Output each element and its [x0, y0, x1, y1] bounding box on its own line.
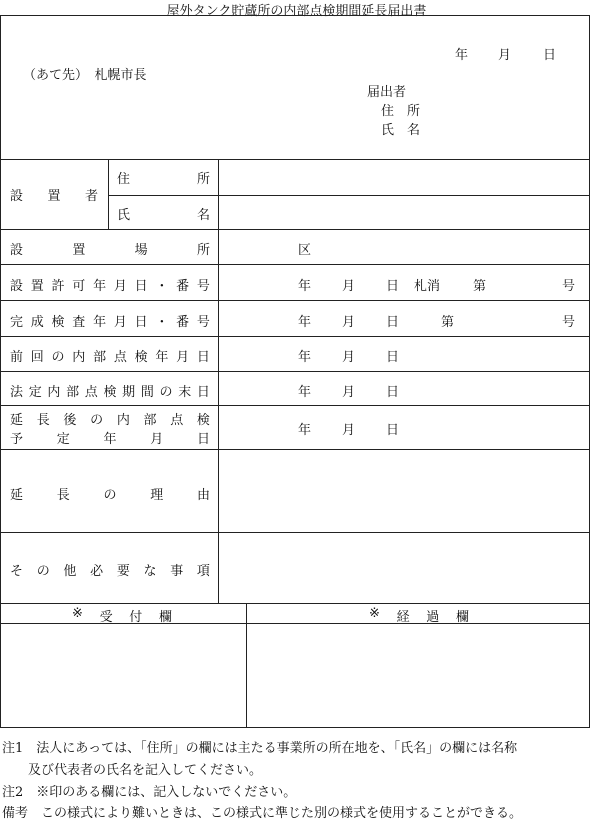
legal-end-label-1: 法	[10, 385, 24, 400]
note-1b: 及び代表者の氏名を記入してください。	[2, 763, 263, 778]
extended-day: 日	[386, 423, 400, 438]
permit-label-7: 日	[134, 279, 148, 294]
completion-label-7: 日	[134, 315, 148, 330]
previous-label-5: 部	[93, 350, 107, 365]
permit-dai: 第	[473, 279, 487, 294]
completion-dai: 第	[441, 315, 455, 330]
installer-address-1: 住	[117, 172, 131, 187]
extended-label2-5: 日	[196, 432, 210, 447]
permit-label-8: ・	[155, 279, 169, 294]
legal-end-label-4: 部	[66, 385, 80, 400]
extended-label-4: の	[90, 413, 104, 428]
location-label-2: 置	[72, 243, 86, 258]
notifier-label: 届出者	[367, 85, 407, 100]
installer-label-2: 置	[47, 189, 61, 204]
previous-label-6: 点	[113, 350, 127, 365]
legal-end-year: 年	[298, 385, 312, 400]
location-ward: 区	[298, 243, 312, 258]
permit-go: 号	[562, 279, 576, 294]
permit-year: 年	[298, 279, 312, 294]
reason-label-3: の	[103, 488, 117, 503]
other-label-6: な	[143, 564, 157, 579]
previous-label-10: 日	[196, 350, 210, 365]
legal-end-label-5: 点	[84, 385, 98, 400]
reception-label-2: 受	[99, 610, 113, 625]
permit-label-9: 番	[176, 279, 190, 294]
location-label-1: 設	[10, 243, 24, 258]
location-label-4: 所	[196, 243, 210, 258]
extended-year: 年	[298, 423, 312, 438]
completion-label-8: ・	[155, 315, 169, 330]
previous-label-9: 月	[176, 350, 190, 365]
installer-name-1: 氏	[117, 208, 131, 223]
previous-label-7: 検	[134, 350, 148, 365]
legal-end-label-8: 間	[140, 385, 154, 400]
completion-label-2: 成	[30, 315, 44, 330]
remark: 備考 この様式により難いときは、この様式に準じた別の様式を使用することができる。	[2, 806, 523, 821]
installer-address-field[interactable]	[219, 160, 589, 194]
completion-month: 月	[342, 315, 356, 330]
progress-label-1: ※	[369, 606, 380, 621]
extended-label-7: 点	[170, 413, 184, 428]
completion-day: 日	[386, 315, 400, 330]
legal-end-label-7: 期	[122, 385, 136, 400]
legal-end-day: 日	[386, 385, 400, 400]
other-label-7: 事	[170, 564, 184, 579]
completion-year: 年	[298, 315, 312, 330]
notifier-address-label: 住 所	[381, 104, 421, 119]
completion-go: 号	[562, 315, 576, 330]
legal-end-label-11: 日	[196, 385, 210, 400]
reason-field[interactable]	[219, 450, 589, 531]
installer-label-1: 設	[10, 189, 24, 204]
previous-month: 月	[342, 350, 356, 365]
extended-month: 月	[342, 423, 356, 438]
permit-day: 日	[386, 279, 400, 294]
location-field[interactable]	[219, 230, 589, 263]
reception-label-1: ※	[72, 606, 83, 621]
extended-label-5: 内	[116, 413, 130, 428]
legal-end-label-10: 末	[178, 385, 192, 400]
previous-day: 日	[386, 350, 400, 365]
notifier-name-label: 氏 名	[381, 123, 421, 138]
previous-label-1: 前	[10, 350, 24, 365]
reason-label-1: 延	[10, 488, 24, 503]
date-year: 年	[455, 48, 469, 63]
installer-name-field[interactable]	[219, 196, 589, 228]
completion-label-4: 査	[72, 315, 86, 330]
note-2: 注2 ※印のある欄には、記入しないでください。	[2, 785, 297, 800]
completion-label-3: 検	[51, 315, 65, 330]
previous-label-2: 回	[30, 350, 44, 365]
reason-label-4: 理	[150, 488, 164, 503]
permit-label-2: 置	[30, 279, 44, 294]
other-field[interactable]	[219, 533, 589, 602]
date-day: 日	[543, 48, 557, 63]
extended-label2-4: 月	[150, 432, 164, 447]
permit-label-5: 年	[93, 279, 107, 294]
location-label-3: 場	[134, 243, 148, 258]
legal-end-label-3: 内	[47, 385, 61, 400]
extended-label-6: 部	[143, 413, 157, 428]
previous-label-4: 内	[72, 350, 86, 365]
form-title: 屋外タンク貯蔵所の内部点検期間延長届出書	[166, 4, 427, 19]
extended-label2-2: 定	[56, 432, 70, 447]
previous-year: 年	[298, 350, 312, 365]
progress-label-4: 欄	[455, 610, 469, 625]
permit-label-4: 可	[72, 279, 86, 294]
installer-name-2: 名	[196, 208, 210, 223]
reason-label-5: 由	[196, 488, 210, 503]
extended-label-3: 後	[63, 413, 77, 428]
permit-label-10: 号	[196, 279, 210, 294]
extended-label-8: 検	[196, 413, 210, 428]
permit-label-3: 許	[51, 279, 65, 294]
reception-label-4: 欄	[158, 610, 172, 625]
legal-end-month: 月	[342, 385, 356, 400]
extended-label2-3: 年	[103, 432, 117, 447]
legal-end-label-9: の	[159, 385, 173, 400]
other-label-3: 他	[63, 564, 77, 579]
legal-end-label-2: 定	[28, 385, 42, 400]
addressee: （あて先） 札幌市長	[23, 68, 147, 83]
progress-label-2: 経	[396, 610, 410, 625]
other-label-8: 項	[196, 564, 210, 579]
extended-label-2: 長	[36, 413, 50, 428]
completion-label-9: 番	[176, 315, 190, 330]
date-month: 月	[498, 48, 512, 63]
legal-end-label-6: 検	[103, 385, 117, 400]
extended-label2-1: 予	[10, 432, 24, 447]
permit-month: 月	[342, 279, 356, 294]
previous-label-3: の	[51, 350, 65, 365]
permit-label-1: 設	[10, 279, 24, 294]
completion-label-5: 年	[93, 315, 107, 330]
reception-label-3: 付	[129, 610, 143, 625]
installer-label-3: 者	[84, 189, 98, 204]
completion-label-10: 号	[196, 315, 210, 330]
completion-label-1: 完	[10, 315, 24, 330]
completion-label-6: 月	[113, 315, 127, 330]
extended-label-1: 延	[10, 413, 24, 428]
other-label-5: 要	[116, 564, 130, 579]
other-label-1: そ	[10, 564, 24, 579]
installer-address-2: 所	[196, 172, 210, 187]
permit-prefix: 札消	[414, 279, 441, 294]
previous-label-8: 年	[155, 350, 169, 365]
note-1a: 注1 法人にあっては、「住所」の欄には主たる事業所の所在地を、「氏名」の欄には名称	[2, 741, 518, 756]
reason-label-2: 長	[56, 488, 70, 503]
permit-label-6: 月	[113, 279, 127, 294]
other-label-2: の	[36, 564, 50, 579]
other-label-4: 必	[90, 564, 104, 579]
progress-label-3: 過	[426, 610, 440, 625]
